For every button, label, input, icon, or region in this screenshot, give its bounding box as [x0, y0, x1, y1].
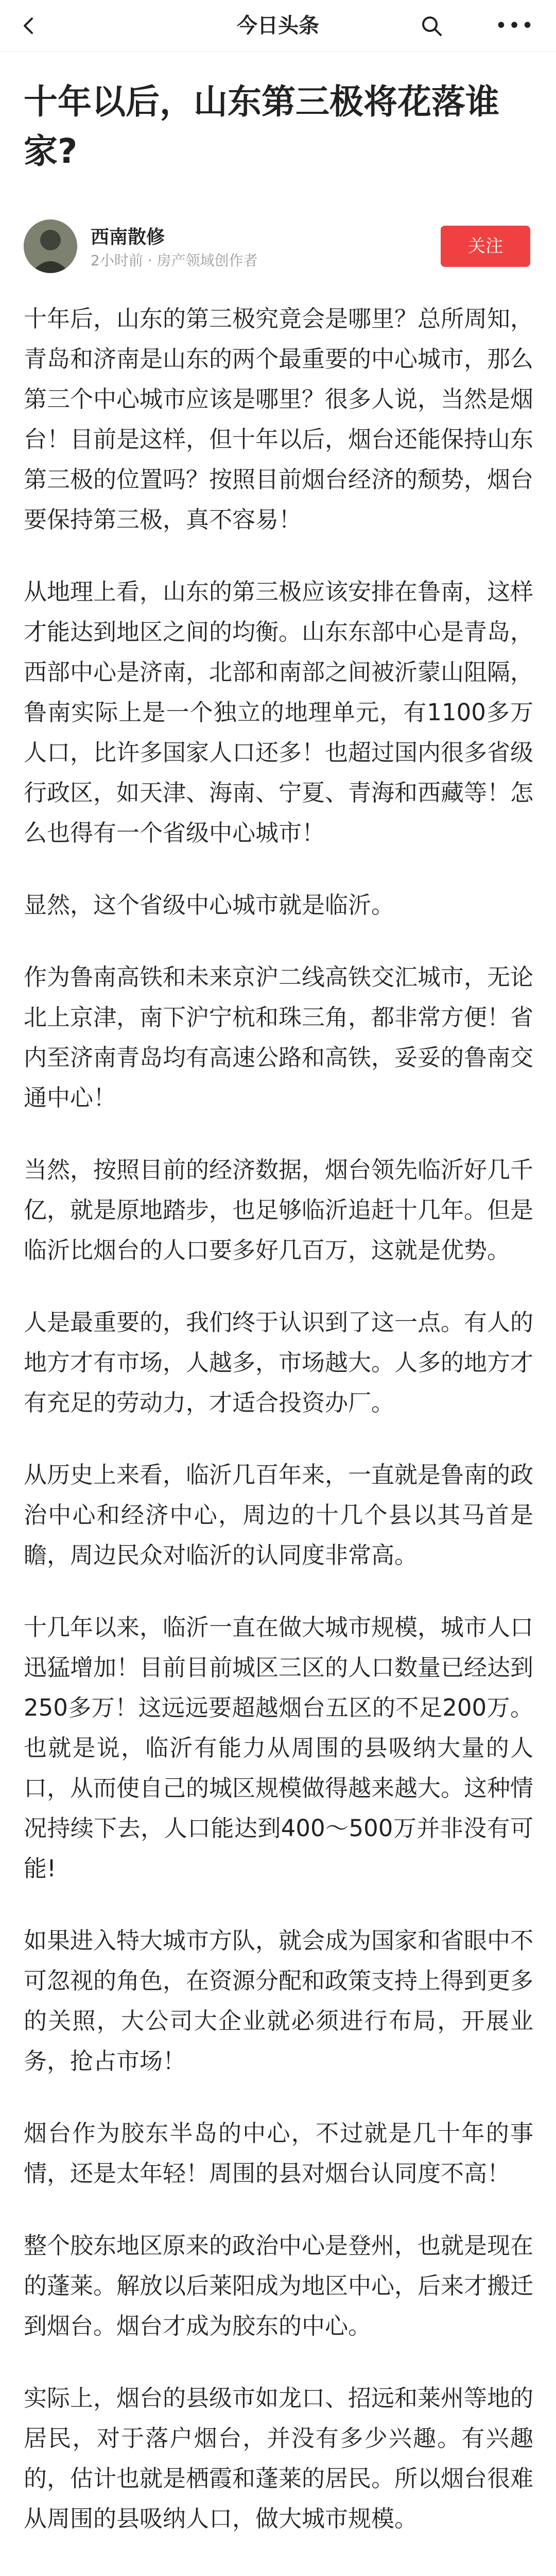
article-paragraph: 十年后，山东的第三极究竟会是哪里？总所周知，青岛和济南是山东的两个最重要的中心城市，那么第三个中心城市应该是哪里？很多人说，当然是烟台！目前是这样，但十年以后，烟台还能保持山东第三极的位置吗？按照目前烟台经济的颓势，烟台要保持第三极，真不容易！ [24, 305, 534, 533]
app-brand-title: 今日头条 [237, 14, 319, 38]
article-paragraph: 如果进入特大城市方队，就会成为国家和省眼中不可忽视的角色，在资源分配和政策支持上得到更多的关照，大公司大企业就必须进行布局，开展业务，抢占市场！ [24, 1927, 534, 2075]
author-meta: 2小时前 · 房产领域创作者 [91, 252, 258, 269]
author-row [24, 215, 533, 277]
avatar[interactable] [24, 219, 77, 273]
article-paragraph: 实际上，烟台的县级市如龙口、招远和莱州等地的居民，对于落户烟台，并没有多少兴趣。有兴趣的，估计也就是栖霞和蓬莱的居民。所以烟台很难从周围的县吸纳人口，做大城市规模。 [24, 2384, 534, 2532]
article-paragraph: 人是最重要的，我们终于认识到了这一点。有人的地方才有市场，人越多，市场越大。人多的地方才有充足的劳动力，才适合投资办厂。 [24, 1309, 534, 1416]
follow-button[interactable]: 关注 [441, 226, 530, 267]
more-dots-icon[interactable]: ••• [495, 14, 535, 38]
search-icon[interactable] [417, 11, 446, 40]
article-paragraph [24, 2571, 533, 2576]
article-paragraph: 作为鲁南高铁和未来京沪二线高铁交汇城市，无论北上京津，南下沪宁杭和珠三角，都非常方便！省内至济南青岛均有高速公路和高铁，妥妥的鲁南交通中心！ [24, 963, 534, 1111]
article-paragraph: 显然，这个省级中心城市就是临沂。 [24, 891, 395, 919]
article-paragraph: 从历史上来看，临沂几百年来，一直就是鲁南的政治中心和经济中心，周边的十几个县以其马首是瞻，周边民众对临沂的认同度非常高。 [24, 1461, 534, 1569]
article-paragraph: 当然，按照目前的经济数据，烟台领先临沂好几千亿，就是原地踏步，也足够临沂追赶十几年。但是临沂比烟台的人口要多好几百万，这就是优势。 [24, 1156, 534, 1264]
top-bar [0, 0, 556, 52]
article-body [24, 299, 533, 2576]
article-paragraph: 十几年以来，临沂一直在做大城市规模，城市人口迅猛增加！目前目前城区三区的人口数量已经达到250多万！这远远要超越烟台五区的不足200万。也就是说，临沂有能力从周围的县吸纳大量的人口，从而使自己的城区规模做得越来越大。这种情况持续下去，人口能达到400～500万并非没有可能! [24, 1614, 534, 1882]
article-paragraph: 整个胶东地区原来的政治中心是登州，也就是现在的蓬莱。解放以后莱阳成为地区中心，后来才搬迁到烟台。烟台才成为胶东的中心。 [24, 2232, 534, 2340]
author-name[interactable]: 西南散修 [91, 227, 165, 248]
article-paragraph: 烟台作为胶东半岛的中心，不过就是几十年的事情，还是太年轻！周围的县对烟台认同度不高！ [24, 2120, 533, 2187]
article-title: 十年以后，山东第三极将花落谁家? [24, 82, 499, 171]
article-paragraph: 从地理上看，山东的第三极应该安排在鲁南，这样才能达到地区之间的均衡。山东东部中心是青岛，西部中心是济南，北部和南部之间被沂蒙山阻隔，鲁南实际上是一个独立的地理单元，有1100多万人口，比许多国家人口还多！也超过国内很多省级行政区，如天津、海南、宁夏、青海和西藏等！怎么也得有一个省级中心城市！ [24, 578, 534, 846]
